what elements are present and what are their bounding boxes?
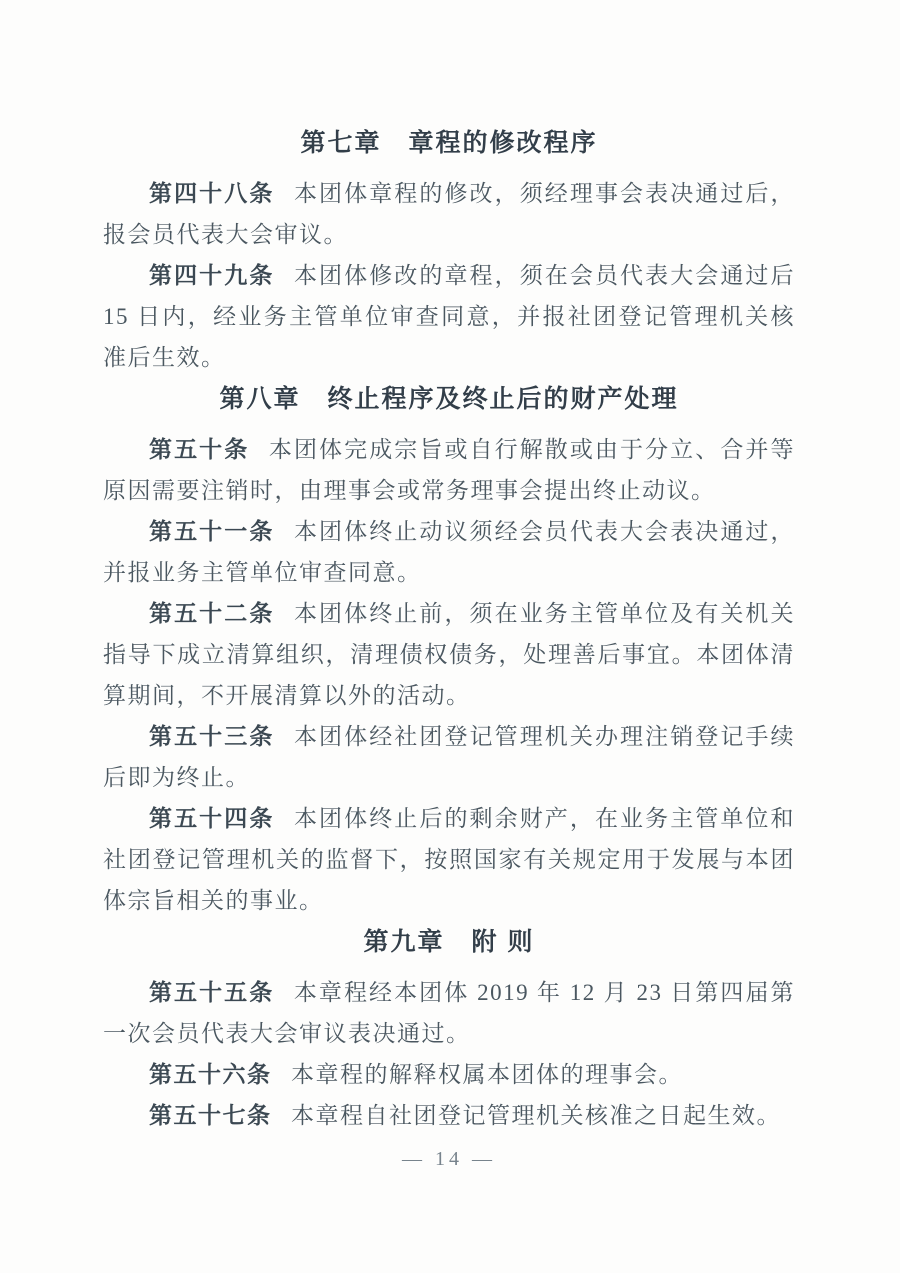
article-52-text: 本团体终止前，须在业务主管单位及有关机关指导下成立清算组织，清理债权债务，处理善后事宜。本团体清算期间，不开展清算以外的活动。 <box>103 601 796 708</box>
article-57 <box>103 1095 795 1136</box>
article-52 <box>103 593 795 716</box>
article-56-text: 本章程的解释权属本团体的理事会。 <box>291 1062 684 1087</box>
article-49-text: 本团体修改的章程，须在会员代表大会通过后 15 日内，经业务主管单位审查同意，并报社团登记管理机关核准后生效。 <box>103 263 796 370</box>
article-55-number: 第五十五条 <box>149 980 275 1005</box>
article-51-number: 第五十一条 <box>149 519 275 544</box>
chapter-9-title: 第九章 附 则 <box>363 928 535 956</box>
article-50 <box>103 429 795 511</box>
article-51-text: 本团体终止动议须经会员代表大会表决通过，并报业务主管单位审查同意。 <box>103 519 796 585</box>
article-52-number: 第五十二条 <box>149 601 275 626</box>
article-55 <box>103 972 795 1054</box>
page-number: — 14 — <box>402 1148 496 1170</box>
article-50-number: 第五十条 <box>149 437 250 462</box>
article-56 <box>103 1054 795 1095</box>
article-48 <box>103 173 795 255</box>
article-49-number: 第四十九条 <box>149 263 275 288</box>
chapter-8-title: 第八章 终止程序及终止后的财产处理 <box>219 385 679 413</box>
article-57-number: 第五十七条 <box>149 1103 272 1128</box>
article-56-number: 第五十六条 <box>149 1062 272 1087</box>
article-48-text: 本团体章程的修改，须经理事会表决通过后，报会员代表大会审议。 <box>103 181 796 247</box>
chapter-7-title: 第七章 章程的修改程序 <box>300 129 598 157</box>
article-54 <box>103 798 795 921</box>
article-55-text: 本章程经本团体 2019 年 12 月 23 日第四届第一次会员代表大会审议表决通过。 <box>103 980 796 1046</box>
article-53-number: 第五十三条 <box>149 724 275 749</box>
chapter-8 <box>103 382 795 921</box>
article-53 <box>103 716 795 798</box>
article-54-text: 本团体终止后的剩余财产，在业务主管单位和社团登记管理机关的监督下，按照国家有关规定用于发展与本团体宗旨相关的事业。 <box>103 806 796 913</box>
article-57-text: 本章程自社团登记管理机关核准之日起生效。 <box>291 1103 782 1128</box>
article-51 <box>103 511 795 593</box>
chapter-9 <box>103 925 795 1136</box>
article-53-text: 本团体经社团登记管理机关办理注销登记手续后即为终止。 <box>103 724 796 790</box>
article-50-text: 本团体完成宗旨或自行解散或由于分立、合并等原因需要注销时，由理事会或常务理事会提出终止动议。 <box>103 437 796 503</box>
article-48-number: 第四十八条 <box>149 181 275 206</box>
article-54-number: 第五十四条 <box>149 806 275 831</box>
article-49 <box>103 255 795 378</box>
chapter-7 <box>103 126 795 378</box>
